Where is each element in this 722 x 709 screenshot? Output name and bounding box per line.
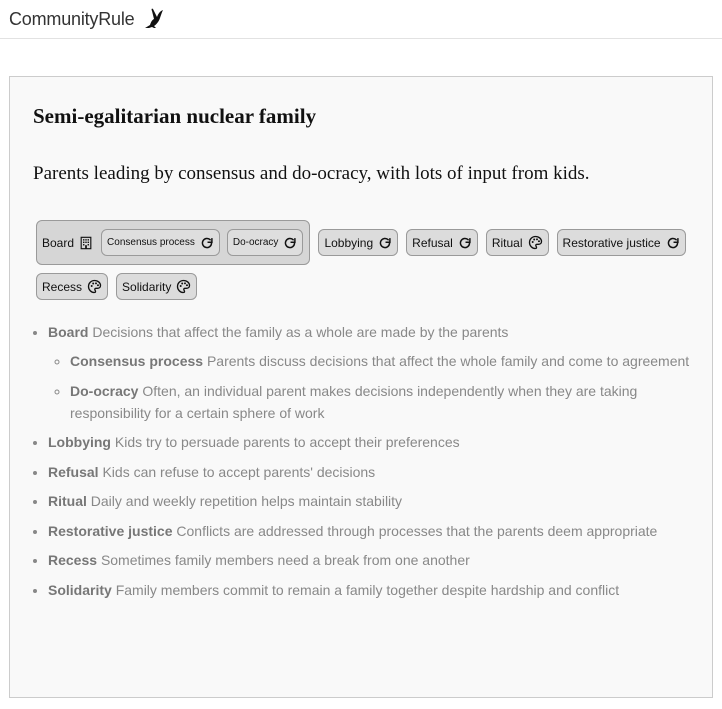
chip-board-label: Board	[42, 235, 75, 250]
refresh-icon	[666, 236, 680, 250]
list-item	[48, 520, 693, 542]
refresh-icon	[283, 236, 297, 250]
chip-recess[interactable]	[36, 273, 108, 300]
rule-summary: Parents leading by consensus and do-ocracy, with lots of input from kids.	[33, 163, 590, 184]
list-item	[48, 490, 693, 512]
palette-icon	[87, 279, 102, 294]
chip-consensus-label: Consensus process	[107, 237, 195, 248]
item-description: Kids try to persuade parents to accept their preferences	[114, 434, 460, 450]
chip-recess-label: Recess	[42, 279, 83, 294]
chip-lobbying[interactable]	[318, 229, 398, 256]
chip-board[interactable]	[36, 220, 310, 265]
list-item	[48, 461, 693, 483]
item-description: Parents discuss decisions that affect the whole family and come to agreement	[206, 353, 690, 369]
site-name-link[interactable]: CommunityRule	[9, 8, 135, 29]
list-item	[48, 321, 693, 424]
module-details-list	[33, 321, 693, 608]
item-description: Decisions that affect the family as a whole are made by the parents	[92, 324, 509, 340]
chip-refusal[interactable]	[406, 229, 478, 256]
chip-ritual[interactable]	[486, 229, 549, 256]
item-description: Sometimes family members need a break from one another	[100, 552, 470, 568]
refresh-icon	[378, 236, 392, 250]
item-description: Daily and weekly repetition helps maintain stability	[90, 493, 403, 509]
list-item	[70, 350, 693, 372]
sub-list	[48, 350, 693, 424]
chip-restorative-label: Restorative justice	[562, 235, 661, 250]
item-name: Board	[48, 324, 89, 340]
item-name: Refusal	[48, 463, 99, 480]
item-description: Family members commit to remain a family together despite hardship and conflict	[115, 581, 620, 598]
bird-icon[interactable]	[143, 7, 167, 31]
module-chips	[36, 220, 696, 300]
chip-ritual-label: Ritual	[491, 235, 523, 250]
site-header	[0, 0, 722, 39]
palette-icon	[176, 279, 191, 294]
refresh-icon	[200, 236, 214, 250]
item-name: Ritual	[48, 493, 87, 509]
item-description: Conflicts are addressed through processes that the parents deem appropriate	[176, 522, 658, 539]
item-name: Do-ocracy	[70, 382, 139, 399]
item-name: Lobbying	[48, 434, 111, 450]
item-name: Solidarity	[48, 581, 112, 598]
chip-lobbying-label: Lobbying	[324, 235, 374, 250]
chip-do-ocracy[interactable]	[227, 229, 304, 256]
list-item	[48, 549, 693, 571]
list-item	[70, 380, 693, 424]
building-icon	[79, 236, 93, 250]
refresh-icon	[458, 236, 472, 250]
item-description: Often, an individual parent makes decisions independently when they are taking responsibility for a certain sphere of work	[70, 382, 638, 421]
item-name: Consensus process	[70, 353, 204, 369]
chip-solidarity-label: Solidarity	[122, 279, 172, 294]
item-name: Recess	[48, 552, 98, 568]
list-item	[48, 431, 693, 453]
chip-solidarity[interactable]	[116, 273, 197, 300]
item-name: Restorative justice	[48, 522, 173, 539]
item-description: Kids can refuse to accept parents' decisions	[102, 463, 376, 480]
chip-doocracy-label: Do-ocracy	[232, 237, 279, 248]
palette-icon	[528, 235, 543, 250]
chip-consensus-process[interactable]	[101, 229, 220, 256]
rule-card	[9, 76, 713, 698]
list-item	[48, 579, 693, 601]
rule-title: Semi-egalitarian nuclear family	[33, 104, 317, 128]
chip-refusal-label: Refusal	[412, 235, 453, 250]
chip-restorative-justice[interactable]	[557, 229, 686, 256]
